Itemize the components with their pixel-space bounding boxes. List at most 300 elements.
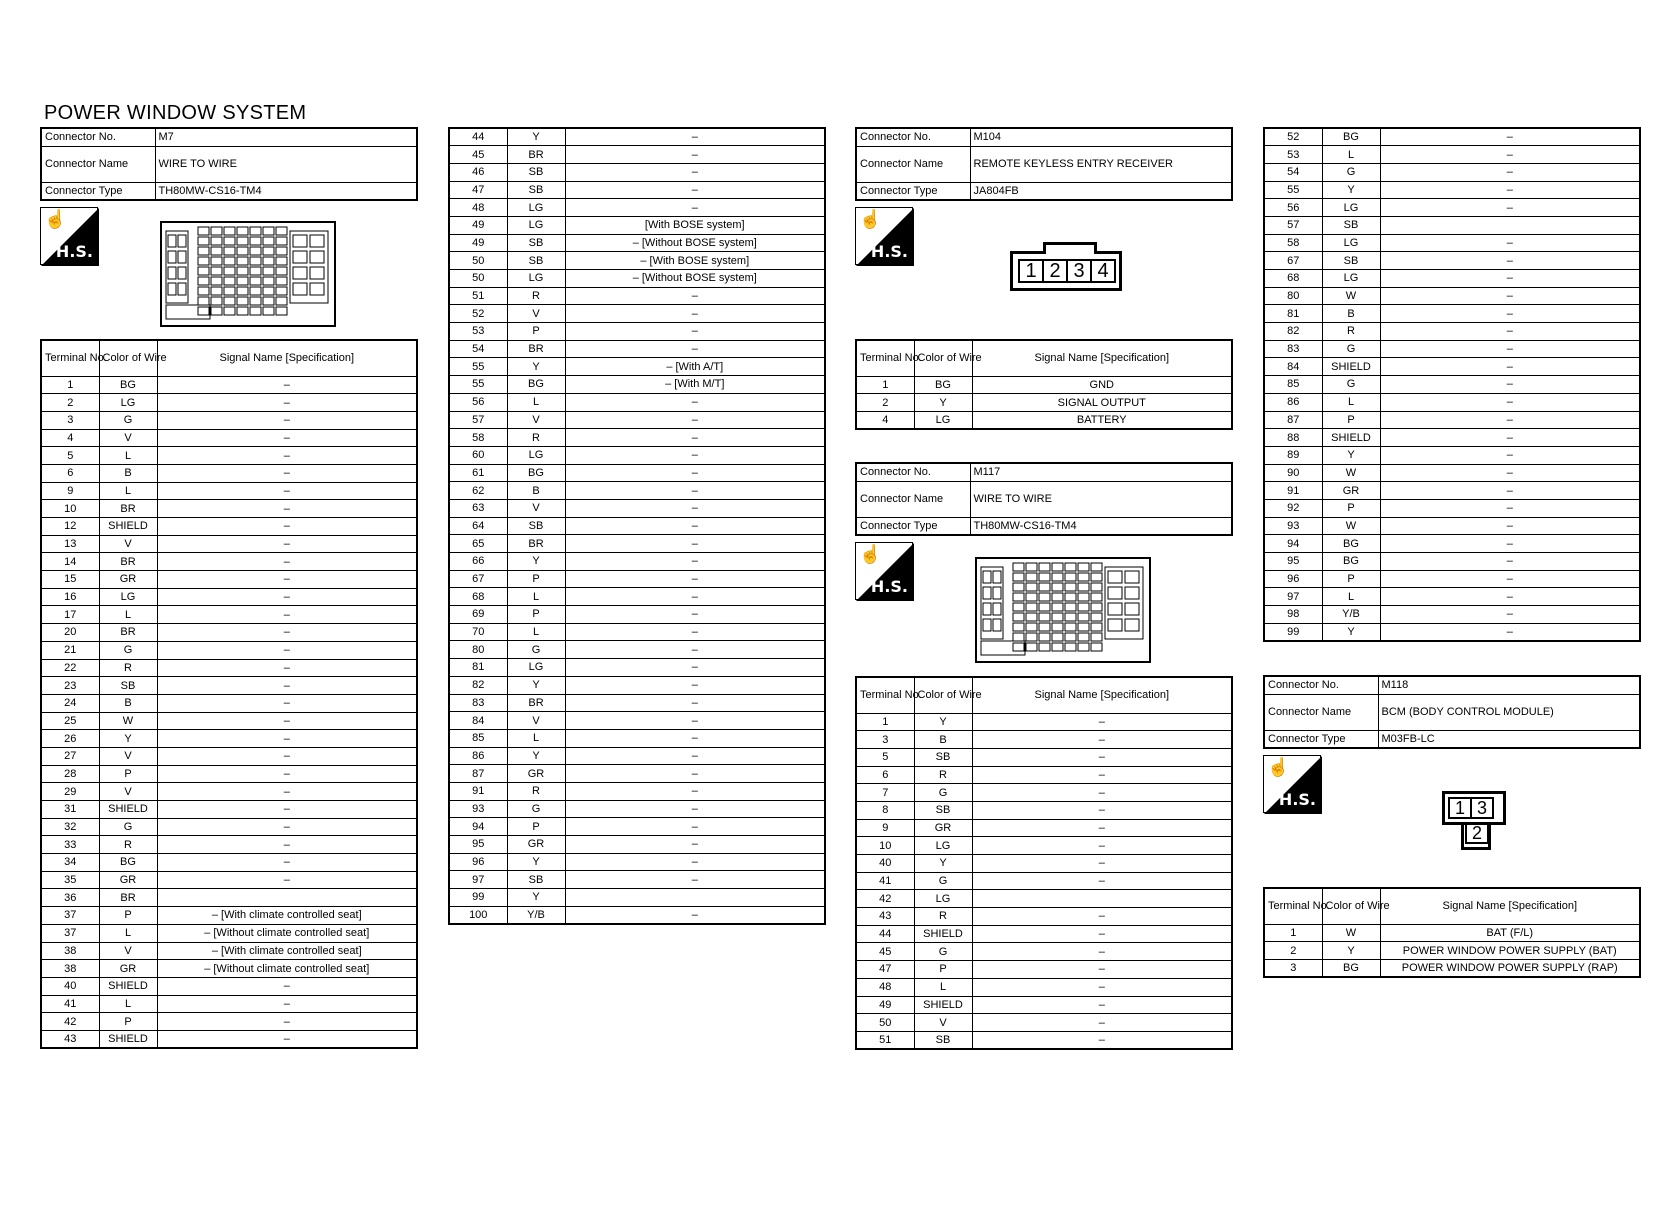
terminal-no-cell: 43 xyxy=(41,1030,99,1048)
table-row xyxy=(1264,499,1640,517)
wire-color-cell: G xyxy=(914,784,972,802)
table-row xyxy=(1264,340,1640,358)
terminal-no-cell: 7 xyxy=(856,784,914,802)
table-row xyxy=(449,765,825,783)
wire-color-cell: BG xyxy=(1322,535,1380,553)
wire-color-cell: GR xyxy=(914,819,972,837)
signal-name-cell: – xyxy=(972,731,1232,749)
wire-color-cell: SHIELD xyxy=(99,1030,157,1048)
signal-name-cell: – xyxy=(157,871,417,889)
table-row xyxy=(41,924,417,942)
wire-color-cell: Y xyxy=(507,358,565,376)
signal-name-cell: – xyxy=(565,146,825,164)
wire-color-cell: SB xyxy=(507,181,565,199)
connector-name-value: WIRE TO WIRE xyxy=(155,146,417,182)
terminal-no-cell: 80 xyxy=(449,641,507,659)
terminal-no-cell: 83 xyxy=(1264,340,1322,358)
signal-name-cell: – xyxy=(565,464,825,482)
terminal-no-cell: 81 xyxy=(1264,305,1322,323)
wire-color-cell: P xyxy=(507,323,565,341)
table-row xyxy=(41,624,417,642)
signal-name-cell: SIGNAL OUTPUT xyxy=(972,394,1232,412)
table-row xyxy=(449,623,825,641)
terminal-no-cell: 55 xyxy=(449,376,507,394)
table-row xyxy=(1264,411,1640,429)
table-row xyxy=(41,606,417,624)
table-row xyxy=(1264,181,1640,199)
terminal-no-cell: 52 xyxy=(1264,128,1322,146)
table-row xyxy=(41,730,417,748)
terminal-no-cell: 29 xyxy=(41,783,99,801)
table-row xyxy=(1264,146,1640,164)
wire-color-cell: GR xyxy=(507,836,565,854)
signal-name-header: Signal Name [Specification] xyxy=(157,340,417,376)
table-row xyxy=(449,853,825,871)
signal-name-cell: – xyxy=(157,482,417,500)
terminal-no-cell: 60 xyxy=(449,446,507,464)
table-row xyxy=(1264,163,1640,181)
signal-name-cell: – xyxy=(565,163,825,181)
connector-name-label: Connector Name xyxy=(856,146,970,182)
signal-name-cell: – xyxy=(1380,446,1640,464)
signal-name-cell: – xyxy=(565,641,825,659)
table-row xyxy=(41,659,417,677)
terminal-no-cell: 56 xyxy=(1264,199,1322,217)
signal-name-cell: – xyxy=(972,961,1232,979)
terminal-no-cell: 68 xyxy=(1264,270,1322,288)
terminal-no-cell: 81 xyxy=(449,659,507,677)
signal-name-cell: – xyxy=(157,854,417,872)
connector-type-label: Connector Type xyxy=(856,517,970,535)
signal-name-cell: POWER WINDOW POWER SUPPLY (BAT) xyxy=(1380,942,1640,960)
wire-color-cell: SB xyxy=(1322,216,1380,234)
terminal-no-cell: 95 xyxy=(449,836,507,854)
connector-type-label: Connector Type xyxy=(856,182,970,200)
wire-color-cell: BG xyxy=(507,464,565,482)
table-row xyxy=(449,252,825,270)
signal-name-cell: – xyxy=(1380,181,1640,199)
table-row xyxy=(449,818,825,836)
connector-name-value: WIRE TO WIRE xyxy=(970,481,1232,517)
table-row xyxy=(41,429,417,447)
table-row xyxy=(1264,482,1640,500)
table-row xyxy=(1264,942,1640,960)
wire-color-cell: BR xyxy=(99,624,157,642)
wire-color-cell: SHIELD xyxy=(1322,429,1380,447)
signal-name-cell: – [Without climate controlled seat] xyxy=(157,924,417,942)
table-row xyxy=(449,871,825,889)
color-of-wire-header: Color of Wire xyxy=(914,677,972,713)
wire-color-cell: G xyxy=(99,411,157,429)
terminal-no-cell: 1 xyxy=(1264,924,1322,942)
signal-name-cell: – xyxy=(157,376,417,394)
connector-type-value: TH80MW-CS16-TM4 xyxy=(155,182,417,200)
signal-name-cell: BATTERY xyxy=(972,411,1232,429)
wire-color-cell: W xyxy=(99,712,157,730)
wire-color-cell: BG xyxy=(99,376,157,394)
terminal-no-cell: 61 xyxy=(449,464,507,482)
wire-color-cell: W xyxy=(1322,287,1380,305)
m118-connector-info xyxy=(1263,675,1641,749)
signal-name-cell: – xyxy=(565,712,825,730)
terminal-no-cell: 52 xyxy=(449,305,507,323)
signal-name-cell: – xyxy=(1380,340,1640,358)
terminal-no-cell: 49 xyxy=(856,996,914,1014)
wire-color-cell: W xyxy=(1322,464,1380,482)
wire-color-cell: Y xyxy=(507,853,565,871)
terminal-no-cell: 25 xyxy=(41,712,99,730)
terminal-no-cell: 21 xyxy=(41,641,99,659)
wire-color-cell: L xyxy=(507,588,565,606)
terminal-no-cell: 35 xyxy=(41,871,99,889)
table-row xyxy=(449,234,825,252)
wire-color-cell: SB xyxy=(914,1031,972,1049)
table-row xyxy=(41,482,417,500)
terminal-no-cell: 84 xyxy=(1264,358,1322,376)
table-row xyxy=(856,961,1232,979)
terminal-no-cell: 32 xyxy=(41,818,99,836)
signal-name-header: Signal Name [Specification] xyxy=(972,340,1232,376)
wire-color-cell: V xyxy=(914,1014,972,1032)
wire-color-cell: R xyxy=(99,659,157,677)
table-row xyxy=(1264,376,1640,394)
table-row xyxy=(41,1013,417,1031)
m117-connector-face-diagram xyxy=(975,557,1151,663)
wire-color-cell: L xyxy=(99,924,157,942)
color-of-wire-header: Color of Wire xyxy=(99,340,157,376)
signal-name-cell: – xyxy=(157,995,417,1013)
terminal-no-cell: 69 xyxy=(449,606,507,624)
table-row xyxy=(449,712,825,730)
wire-color-cell: SHIELD xyxy=(99,801,157,819)
signal-name-cell: – xyxy=(1380,270,1640,288)
m104-connector-info xyxy=(855,127,1233,201)
table-row xyxy=(1264,287,1640,305)
table-row xyxy=(41,871,417,889)
terminal-no-cell: 57 xyxy=(449,411,507,429)
terminal-no-cell: 1 xyxy=(856,713,914,731)
wire-color-cell: G xyxy=(914,943,972,961)
terminal-no-cell: 68 xyxy=(449,588,507,606)
pin-label: 2 xyxy=(1042,259,1068,283)
terminal-no-cell: 90 xyxy=(1264,464,1322,482)
wire-color-cell: Y xyxy=(1322,623,1380,641)
signal-name-cell: – xyxy=(972,978,1232,996)
table-row xyxy=(1264,393,1640,411)
wire-color-cell: G xyxy=(1322,376,1380,394)
signal-name-cell: – xyxy=(565,676,825,694)
wire-color-cell: SB xyxy=(914,748,972,766)
terminal-no-cell: 16 xyxy=(41,588,99,606)
connector-no-label: Connector No. xyxy=(856,463,970,481)
m7-connector-info xyxy=(40,127,418,201)
wire-color-cell: Y xyxy=(507,128,565,146)
wire-color-cell: G xyxy=(1322,163,1380,181)
table-row xyxy=(41,801,417,819)
table-row xyxy=(856,819,1232,837)
m104-connector-face-diagram xyxy=(1010,251,1122,291)
terminal-no-cell: 91 xyxy=(1264,482,1322,500)
terminal-no-cell: 41 xyxy=(856,872,914,890)
signal-name-cell: – xyxy=(157,464,417,482)
signal-name-cell: – xyxy=(157,1013,417,1031)
terminal-no-cell: 51 xyxy=(449,287,507,305)
wire-color-cell: LG xyxy=(914,890,972,908)
connector-name-label: Connector Name xyxy=(1264,694,1378,730)
terminal-no-cell: 15 xyxy=(41,571,99,589)
connector-name-label: Connector Name xyxy=(41,146,155,182)
signal-name-cell: – xyxy=(565,570,825,588)
signal-name-header: Signal Name [Specification] xyxy=(1380,888,1640,924)
terminal-no-header: Terminal No. xyxy=(856,340,914,376)
signal-name-cell: – xyxy=(1380,499,1640,517)
wire-color-cell: P xyxy=(99,765,157,783)
signal-name-cell: – xyxy=(565,305,825,323)
signal-name-cell: – xyxy=(565,482,825,500)
terminal-no-cell: 96 xyxy=(449,853,507,871)
signal-name-cell: – xyxy=(157,977,417,995)
terminal-no-cell: 67 xyxy=(1264,252,1322,270)
connector-no-value: M117 xyxy=(970,463,1232,481)
signal-name-cell: – xyxy=(1380,323,1640,341)
wire-color-cell: SHIELD xyxy=(914,925,972,943)
signal-name-cell: – xyxy=(565,323,825,341)
terminal-no-cell: 93 xyxy=(1264,517,1322,535)
terminal-no-cell: 37 xyxy=(41,924,99,942)
terminal-no-cell: 94 xyxy=(1264,535,1322,553)
terminal-no-cell: 40 xyxy=(41,977,99,995)
table-row xyxy=(1264,429,1640,447)
signal-name-cell xyxy=(972,890,1232,908)
table-row xyxy=(856,837,1232,855)
table-row xyxy=(41,747,417,765)
signal-name-cell: – [With climate controlled seat] xyxy=(157,907,417,925)
terminal-no-cell: 49 xyxy=(449,216,507,234)
terminal-no-cell: 27 xyxy=(41,747,99,765)
table-row xyxy=(1264,570,1640,588)
terminal-no-cell: 33 xyxy=(41,836,99,854)
table-row xyxy=(449,729,825,747)
wire-color-cell: GR xyxy=(1322,482,1380,500)
signal-name-cell: – xyxy=(565,411,825,429)
terminal-no-cell: 9 xyxy=(856,819,914,837)
wire-color-cell: LG xyxy=(507,659,565,677)
terminal-no-cell: 42 xyxy=(41,1013,99,1031)
terminal-no-cell: 89 xyxy=(1264,446,1322,464)
signal-name-cell: – xyxy=(157,712,417,730)
table-row xyxy=(449,181,825,199)
signal-name-cell: – xyxy=(1380,570,1640,588)
table-row xyxy=(41,553,417,571)
table-row xyxy=(41,571,417,589)
signal-name-cell: – xyxy=(157,1030,417,1048)
signal-name-cell: – xyxy=(565,836,825,854)
terminal-no-cell: 70 xyxy=(449,623,507,641)
terminal-no-cell: 20 xyxy=(41,624,99,642)
terminal-no-cell: 50 xyxy=(449,252,507,270)
terminal-no-cell: 48 xyxy=(856,978,914,996)
table-row xyxy=(41,960,417,978)
table-row xyxy=(449,906,825,924)
terminal-no-cell: 67 xyxy=(449,570,507,588)
terminal-no-cell: 38 xyxy=(41,960,99,978)
table-row xyxy=(856,801,1232,819)
terminal-no-cell: 38 xyxy=(41,942,99,960)
connector-no-value: M118 xyxy=(1378,676,1640,694)
terminal-no-cell: 22 xyxy=(41,659,99,677)
table-row xyxy=(449,676,825,694)
terminal-no-cell: 50 xyxy=(856,1014,914,1032)
terminal-no-cell: 54 xyxy=(1264,163,1322,181)
signal-name-cell: – xyxy=(1380,553,1640,571)
terminal-no-cell: 54 xyxy=(449,340,507,358)
wire-color-cell: P xyxy=(507,818,565,836)
signal-name-cell: – [With climate controlled seat] xyxy=(157,942,417,960)
wire-color-cell: LG xyxy=(507,199,565,217)
table-row xyxy=(856,943,1232,961)
connector-no-value: M104 xyxy=(970,128,1232,146)
table-row xyxy=(449,146,825,164)
table-row xyxy=(1264,446,1640,464)
table-row xyxy=(1264,305,1640,323)
table-row xyxy=(449,340,825,358)
terminal-no-cell: 37 xyxy=(41,907,99,925)
table-row xyxy=(856,1031,1232,1049)
signal-name-cell: – xyxy=(157,535,417,553)
signal-name-cell xyxy=(565,889,825,907)
table-row xyxy=(41,942,417,960)
wire-color-cell: R xyxy=(507,782,565,800)
wire-color-cell: V xyxy=(99,747,157,765)
terminal-no-cell: 82 xyxy=(1264,323,1322,341)
terminal-no-cell: 53 xyxy=(1264,146,1322,164)
terminal-no-cell: 4 xyxy=(41,429,99,447)
signal-name-cell: – xyxy=(565,499,825,517)
table-row xyxy=(449,358,825,376)
terminal-no-cell: 99 xyxy=(449,889,507,907)
wire-color-cell: LG xyxy=(507,270,565,288)
terminal-no-cell: 49 xyxy=(449,234,507,252)
wire-color-cell: Y xyxy=(914,855,972,873)
table-row xyxy=(41,447,417,465)
table-row xyxy=(449,376,825,394)
signal-name-cell: – xyxy=(157,518,417,536)
wire-color-cell: SB xyxy=(914,801,972,819)
wire-color-cell: L xyxy=(914,978,972,996)
connector-type-value: M03FB-LC xyxy=(1378,730,1640,748)
signal-name-cell: – xyxy=(565,747,825,765)
table-row xyxy=(41,694,417,712)
terminal-no-cell: 83 xyxy=(449,694,507,712)
wire-color-cell: GR xyxy=(99,571,157,589)
terminal-no-cell: 55 xyxy=(449,358,507,376)
terminal-no-cell: 10 xyxy=(41,500,99,518)
terminal-no-cell: 42 xyxy=(856,890,914,908)
terminal-no-cell: 87 xyxy=(449,765,507,783)
connector-name-value: REMOTE KEYLESS ENTRY RECEIVER xyxy=(970,146,1232,182)
terminal-no-header: Terminal No. xyxy=(1264,888,1322,924)
terminal-no-cell: 80 xyxy=(1264,287,1322,305)
terminal-no-cell: 45 xyxy=(856,943,914,961)
signal-name-cell: – xyxy=(972,908,1232,926)
terminal-no-cell: 56 xyxy=(449,393,507,411)
signal-name-cell: – xyxy=(157,606,417,624)
table-row xyxy=(449,287,825,305)
wire-color-cell: L xyxy=(99,606,157,624)
signal-name-cell: – xyxy=(565,800,825,818)
table-row xyxy=(856,925,1232,943)
wire-color-cell: BG xyxy=(1322,128,1380,146)
terminal-no-cell: 57 xyxy=(1264,216,1322,234)
terminal-no-cell: 93 xyxy=(449,800,507,818)
signal-name-cell: – xyxy=(1380,199,1640,217)
signal-name-cell: – [Without BOSE system] xyxy=(565,270,825,288)
terminal-no-header: Terminal No. xyxy=(856,677,914,713)
table-row xyxy=(1264,535,1640,553)
connector-no-label: Connector No. xyxy=(1264,676,1378,694)
wire-color-cell: G xyxy=(1322,340,1380,358)
signal-name-cell: – xyxy=(565,287,825,305)
wire-color-cell: LG xyxy=(914,411,972,429)
signal-name-cell: – xyxy=(157,836,417,854)
signal-name-cell: – xyxy=(972,766,1232,784)
wire-color-cell: B xyxy=(99,464,157,482)
table-row xyxy=(449,429,825,447)
table-row xyxy=(1264,128,1640,146)
signal-name-cell: – xyxy=(972,1031,1232,1049)
table-row xyxy=(1264,623,1640,641)
terminal-no-cell: 58 xyxy=(1264,234,1322,252)
table-row xyxy=(1264,959,1640,977)
terminal-no-cell: 48 xyxy=(449,199,507,217)
table-row xyxy=(449,570,825,588)
table-row xyxy=(41,1030,417,1048)
table-row xyxy=(449,163,825,181)
terminal-no-header: Terminal No. xyxy=(41,340,99,376)
wire-color-cell: W xyxy=(1322,924,1380,942)
connector-type-label: Connector Type xyxy=(1264,730,1378,748)
signal-name-cell: – xyxy=(1380,163,1640,181)
wire-color-cell: V xyxy=(507,712,565,730)
terminal-no-cell: 82 xyxy=(449,676,507,694)
wire-color-cell: P xyxy=(914,961,972,979)
signal-name-cell: – xyxy=(565,199,825,217)
table-row xyxy=(449,393,825,411)
wire-color-cell: V xyxy=(99,429,157,447)
terminal-no-cell: 1 xyxy=(856,376,914,394)
table-row xyxy=(449,694,825,712)
terminal-no-cell: 6 xyxy=(856,766,914,784)
terminal-no-cell: 86 xyxy=(1264,393,1322,411)
wire-color-cell: BR xyxy=(507,694,565,712)
signal-name-cell: – xyxy=(565,517,825,535)
table-row xyxy=(449,747,825,765)
signal-name-cell: – xyxy=(565,535,825,553)
wire-color-cell: SB xyxy=(507,517,565,535)
wire-color-cell: BG xyxy=(99,854,157,872)
terminal-no-cell: 55 xyxy=(1264,181,1322,199)
terminal-no-cell: 95 xyxy=(1264,553,1322,571)
table-row xyxy=(41,907,417,925)
connector-no-label: Connector No. xyxy=(856,128,970,146)
signal-name-cell: – xyxy=(565,818,825,836)
signal-name-cell: – xyxy=(565,729,825,747)
signal-name-cell: – xyxy=(972,943,1232,961)
signal-name-cell: – xyxy=(1380,358,1640,376)
wire-color-cell: G xyxy=(914,872,972,890)
terminal-no-cell: 23 xyxy=(41,677,99,695)
wire-color-cell: Y xyxy=(507,676,565,694)
